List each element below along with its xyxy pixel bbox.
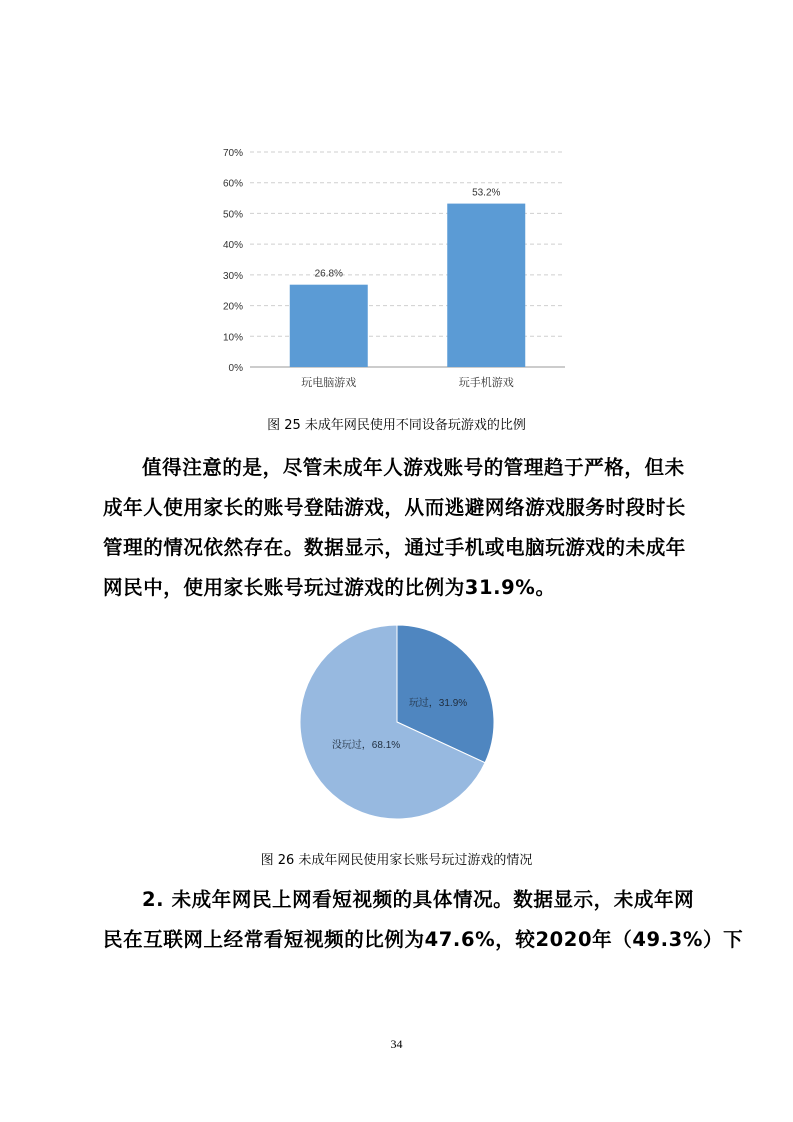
pie-slice-label: 玩过，31.9%	[408, 698, 468, 709]
paragraph-line: 值得注意的是，尽管未成年人游戏账号的管理趋于严格，但未	[142, 456, 685, 479]
pie-chart	[290, 615, 505, 830]
pie-chart-svg	[290, 615, 505, 830]
bar-chart	[205, 140, 585, 400]
bar	[290, 285, 368, 367]
y-tick-label: 10%	[222, 332, 243, 344]
y-tick-label: 30%	[222, 270, 243, 282]
pie-slice-label: 没玩过，68.1%	[331, 740, 401, 751]
bar-chart-svg	[205, 140, 585, 400]
pie-chart-caption: 图 26 未成年网民使用家长账号玩过游戏的情况	[260, 853, 533, 868]
x-tick-label: 玩电脑游戏	[301, 377, 357, 389]
x-tick-label: 玩手机游戏	[458, 377, 514, 389]
paragraph-line: 民在互联网上经常看短视频的比例为47.6%，较2020年（49.3%）下	[103, 928, 744, 951]
paragraph-1	[103, 448, 693, 608]
paragraph-line: 网民中，使用家长账号玩过游戏的比例为31.9%。	[103, 576, 556, 599]
bar-value-label: 26.8%	[314, 268, 343, 280]
y-tick-label: 60%	[222, 178, 243, 190]
y-tick-label: 40%	[222, 240, 243, 252]
y-tick-label: 50%	[222, 209, 243, 221]
page-number: 34	[390, 1037, 403, 1051]
paragraph-2	[103, 880, 744, 960]
bar-value-label: 53.2%	[472, 187, 501, 199]
paragraph-line: 管理的情况依然存在。数据显示，通过手机或电脑玩游戏的未成年	[103, 536, 686, 559]
y-tick-label: 70%	[222, 148, 243, 159]
y-tick-label: 20%	[222, 301, 243, 313]
bar	[447, 204, 525, 367]
bar-chart-caption: 图 25 未成年网民使用不同设备玩游戏的比例	[267, 418, 526, 433]
paragraph-line: 成年人使用家长的账号登陆游戏，从而逃避网络游戏服务时段时长	[103, 496, 686, 519]
y-tick-label: 0%	[228, 363, 243, 374]
paragraph-line: 2. 未成年网民上网看短视频的具体情况。数据显示，未成年网	[142, 888, 695, 911]
